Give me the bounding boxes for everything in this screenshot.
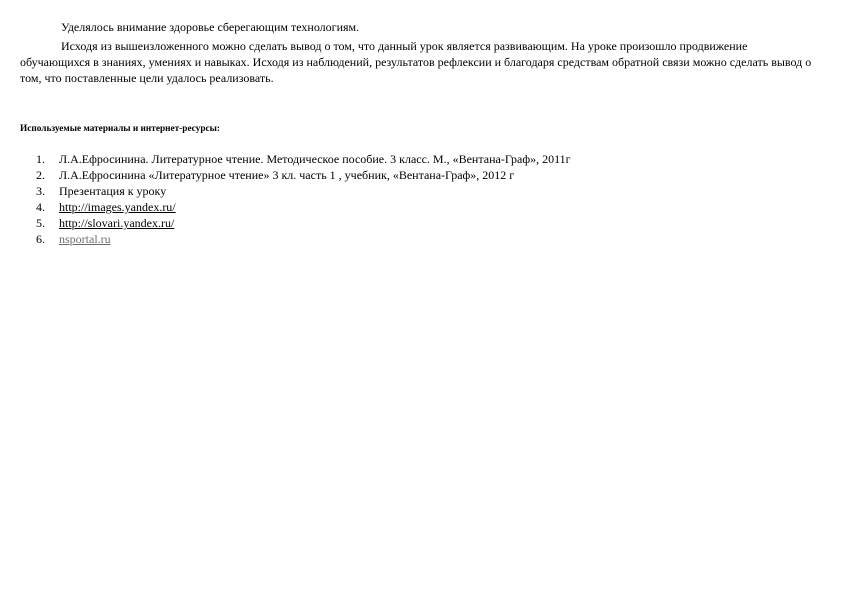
list-item-text: Л.А.Ефросинина «Литературное чтение» 3 кл. часть 1 , учебник, «Вентана-Граф», 2012 г <box>59 168 515 182</box>
list-item-text: Л.А.Ефросинина. Литературное чтение. Методическое пособие. 3 класс. М., «Вентана-Граф», 2011г <box>59 152 571 166</box>
list-item <box>36 199 571 215</box>
resources-list <box>36 151 571 247</box>
list-item-number: 5. <box>36 216 45 230</box>
list-item-number: 1. <box>36 152 45 166</box>
list-item <box>36 231 571 247</box>
list-item-text: Презентация к уроку <box>59 184 167 198</box>
list-item-number: 3. <box>36 184 45 198</box>
list-item <box>36 215 571 231</box>
list-item-number: 4. <box>36 200 45 214</box>
link-nsportal[interactable]: nsportal.ru <box>59 232 111 246</box>
list-item <box>36 183 571 199</box>
resources-heading: Используемые материалы и интернет-ресурсы: <box>20 124 220 134</box>
list-item <box>36 151 571 167</box>
list-item-number: 6. <box>36 232 45 246</box>
paragraph-conclusion: Исходя из вышеизложенного можно сделать вывод о том, что данный урок является развивающим. На уроке произошло продвижение обучающихся в знаниях, умениях и навыках. Исходя из наблюдений, результатов рефлексии и благодаря средствам обратной связи можно сделать вывод о том, что поставленные цели удалось реализовать. <box>20 39 812 85</box>
list-item <box>36 167 571 183</box>
link-slovari-yandex[interactable]: http://slovari.yandex.ru/ <box>59 216 175 230</box>
list-item-number: 2. <box>36 168 45 182</box>
link-images-yandex[interactable]: http://images.yandex.ru/ <box>59 200 176 214</box>
paragraph-health-technologies: Уделялось внимание здоровье сберегающим технологиям. <box>61 20 360 34</box>
